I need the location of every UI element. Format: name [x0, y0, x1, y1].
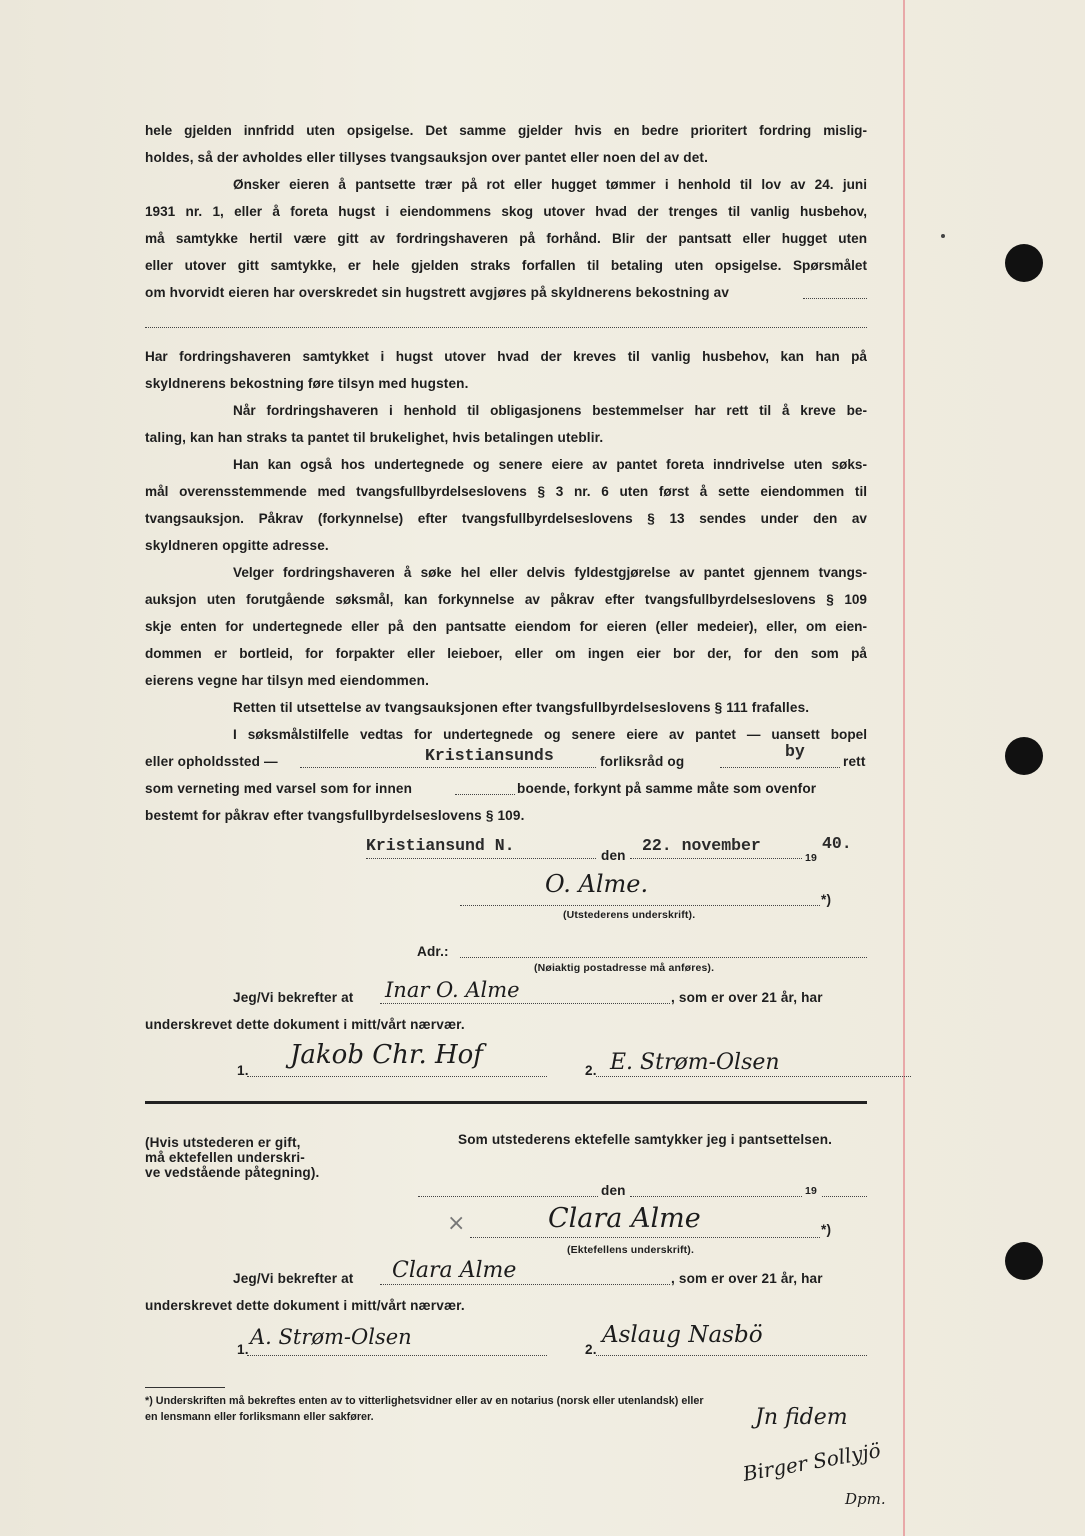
place-field: Kristiansund N. [366, 836, 515, 855]
court-city: Kristiansunds [425, 746, 554, 765]
year-suffix: 40. [822, 834, 852, 853]
confirm-text: underskrevet dette dokument i mitt/vårt nærvær. [145, 1298, 465, 1313]
witness-number: 2. [585, 1342, 597, 1357]
text-line: skyldnerens bekostning føre tilsyn med hugsten. [145, 376, 469, 391]
fill-line [145, 327, 867, 328]
fill-line [630, 858, 802, 859]
margin-rule [903, 0, 905, 1536]
spouse-note: må ektefellen underskri- [145, 1150, 305, 1165]
fill-line [366, 858, 596, 859]
mark-x: × [447, 1211, 466, 1236]
spouse-note: (Hvis utstederen er gift, [145, 1135, 301, 1150]
confirm-text: underskrevet dette dokument i mitt/vårt nærvær. [145, 1017, 465, 1032]
issuer-signature: O. Alme. [545, 870, 649, 898]
ink-spot [941, 234, 945, 238]
footnote-marker: *) [821, 1222, 832, 1237]
year-prefix: 19 [805, 852, 817, 864]
witness-number: 1. [237, 1342, 249, 1357]
witness-1-signature: Jakob Chr. Hof [290, 1040, 483, 1070]
text-line: eller utover gitt samtykke, er hele gjelden straks forfallen til betaling uten opsigelse. Spørsmålet [145, 258, 867, 273]
text-line: bestemt for påkrav efter tvangsfullbyrdelseslovens § 109. [145, 808, 525, 823]
confirm-text: , som er over 21 år, har [671, 1271, 823, 1286]
margin-note: Dpm. [845, 1490, 886, 1508]
signature-line [470, 1237, 820, 1238]
text-line: rett [843, 754, 866, 769]
witness-1-signature: A. Strøm-Olsen [250, 1325, 412, 1349]
text-line: holdes, så der avholdes eller tillyses tvangsauksjon over pantet eller noen del av det. [145, 150, 709, 165]
punch-hole [1005, 737, 1043, 775]
text-line: Retten til utsettelse av tvangsauksjonen efter tvangsfullbyrdelseslovens § 111 frafalles. [233, 700, 810, 715]
fill-line [455, 794, 515, 795]
text-line: Ønsker eieren å pantsette trær på rot eller hugget tømmer i henhold til lov av 24. juni [233, 177, 867, 192]
text-line: auksjon uten forutgående søksmål, kan forkynnelse av påkrav efter tvangsfullbyrdelseslovens § 109 [145, 592, 867, 607]
court-type: by [785, 742, 805, 761]
den-label: den [601, 848, 626, 863]
footnote-text: *) Underskriften må bekreftes enten av to vitterlighetsvidner eller av en notarius (norsk eller utenlandsk) eller [145, 1395, 704, 1407]
text-line: taling, kan han straks ta pantet til brukelighet, hvis betalingen uteblir. [145, 430, 604, 445]
text-line: mål overensstemmende med tvangsfullbyrdelseslovens § 3 nr. 6 uten først å sette eiendommen til [145, 484, 867, 499]
text-line: tvangsauksjon. Påkrav (forkynnelse) efter tvangsfullbyrdelseslovens § 13 sendes under den av [145, 511, 867, 526]
witness-line [596, 1355, 867, 1356]
text-line: om hvorvidt eieren har overskredet sin hugstrett avgjøres på skyldnerens bekostning av [145, 285, 730, 300]
confirmed-name-signature: Clara Alme [392, 1258, 517, 1283]
text-line: dommen er bortleid, for forpakter eller leieboer, eller om ingen eier bor der, for den som på [145, 646, 867, 661]
den-label: den [601, 1183, 626, 1198]
text-line: eller opholdssted — [145, 754, 278, 769]
issuer-signature-caption: (Utstederens underskrift). [563, 909, 696, 921]
text-line: hele gjelden innfridd uten opsigelse. Det samme gjelder hvis en bedre prioritert fordring mislig- [145, 123, 867, 138]
confirmed-name-signature: Inar O. Alme [385, 978, 520, 1002]
margin-note: Jn fidem [755, 1405, 848, 1430]
text-line: forliksråd og [600, 754, 685, 769]
text-line: Har fordringshaveren samtykket i hugst utover hvad der kreves til vanlig husbehov, kan han på [145, 349, 867, 364]
text-line: må samtykke hertil være gitt av fordringshaveren på forhånd. Blir der pantsatt eller hugget uten [145, 231, 867, 246]
fill-line [418, 1196, 598, 1197]
text-line: eierens vegne har tilsyn med eiendommen. [145, 673, 430, 688]
punch-hole [1005, 1242, 1043, 1280]
witness-2-signature: E. Strøm-Olsen [610, 1050, 780, 1075]
text-line: I søksmålstilfelle vedtas for undertegnede og senere eiere av pantet — uansett bopel [233, 727, 867, 742]
text-line: som verneting med varsel som for innen [145, 781, 413, 796]
year-prefix: 19 [805, 1185, 817, 1197]
spouse-consent: Som utstederens ektefelle samtykker jeg i pantsettelsen. [458, 1132, 833, 1147]
witness-line [596, 1076, 911, 1077]
margin-note-signature: Birger Sollyjö [740, 1438, 883, 1486]
witness-line [247, 1355, 547, 1356]
address-label: Adr.: [417, 944, 449, 959]
text-line: Når fordringshaveren i henhold til obligasjonens bestemmelser har rett til å kreve be- [233, 403, 867, 418]
fill-line [720, 767, 840, 768]
fill-line [803, 298, 867, 299]
footnote-text: en lensmann eller forliksmann eller sakfører. [145, 1411, 374, 1423]
fill-line [300, 767, 596, 768]
section-divider [145, 1101, 867, 1104]
text-line: skje enten for undertegnede eller på den pantsatte eiendom for eieren (eller medeier), eller, om eien- [145, 619, 867, 634]
address-caption: (Nøiaktig postadresse må anføres). [534, 962, 715, 974]
fill-line [822, 1196, 867, 1197]
spouse-signature-caption: (Ektefellens underskrift). [567, 1244, 695, 1256]
footnote-rule [145, 1387, 225, 1388]
witness-number: 1. [237, 1063, 249, 1078]
name-line [380, 1003, 670, 1004]
text-line: 1931 nr. 1, eller å foreta hugst i eiendommens skog utover hvad der trenges til vanlig husbehov, [145, 204, 867, 219]
spouse-note: ve vedstående påtegning). [145, 1165, 320, 1180]
confirm-text: , som er over 21 år, har [671, 990, 823, 1005]
date-field: 22. november [642, 836, 761, 855]
witness-number: 2. [585, 1063, 597, 1078]
text-line: Han kan også hos undertegnede og senere eiere av pantet foreta inndrivelse uten søks- [233, 457, 867, 472]
witness-line [247, 1076, 547, 1077]
spouse-signature: Clara Alme [548, 1203, 701, 1234]
confirm-text: Jeg/Vi bekrefter at [233, 1271, 354, 1286]
confirm-text: Jeg/Vi bekrefter at [233, 990, 354, 1005]
footnote-marker: *) [821, 892, 832, 907]
text-line: Velger fordringshaveren å søke hel eller delvis fyldestgjørelse av pantet gjennem tvangs- [233, 565, 867, 580]
fill-line [630, 1196, 802, 1197]
punch-hole [1005, 244, 1043, 282]
address-line [460, 957, 867, 958]
signature-line [460, 905, 820, 906]
text-line: skyldneren opgitte adresse. [145, 538, 329, 553]
text-line: boende, forkynt på samme måte som ovenfor [517, 781, 817, 796]
name-line [380, 1284, 670, 1285]
witness-2-signature: Aslaug Nasbö [602, 1322, 763, 1348]
